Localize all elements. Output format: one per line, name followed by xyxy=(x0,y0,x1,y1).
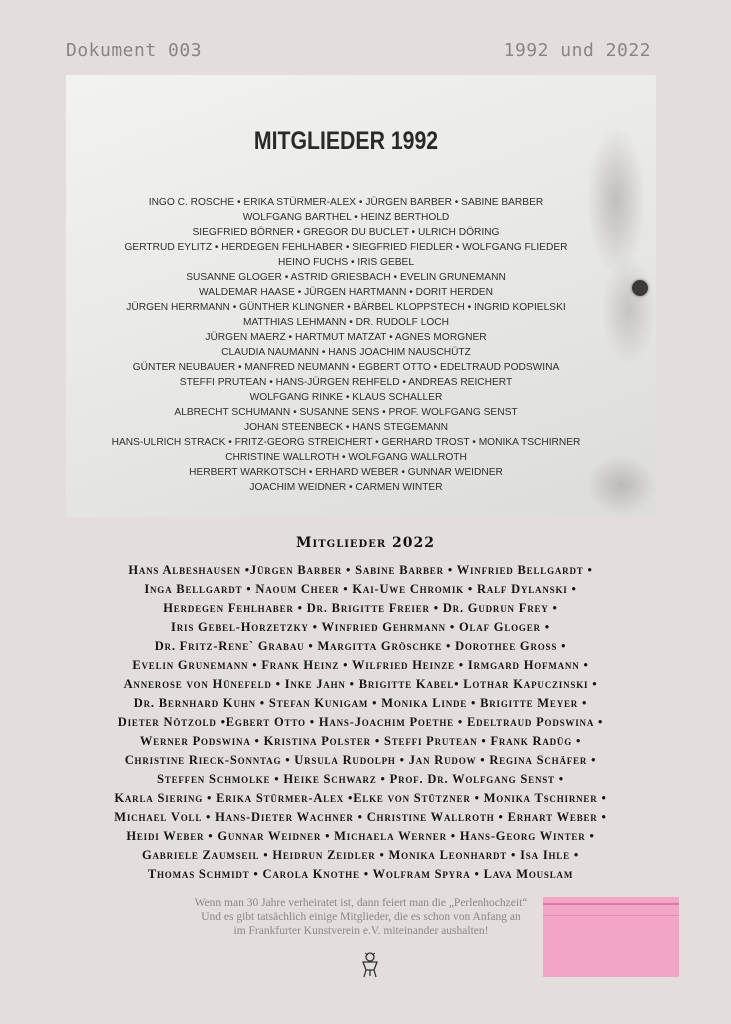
members-1992-line: SIEGFRIED BÖRNER • GREGOR DU BUCLET • ULRICH DÖRING xyxy=(192,227,500,238)
punch-hole xyxy=(632,280,648,296)
members-1992-photo xyxy=(66,75,656,517)
members-2022-line: Gabriele Zaumseil • Heidrun Zeidler • Monika Leonhardt • Isa Ihle • xyxy=(141,848,580,862)
members-2022-line: Herdegen Fehlhaber • Dr. Brigitte Freier • Dr. Gudrun Frey • xyxy=(163,601,558,615)
members-2022-line: Heidi Weber • Gunnar Weidner • Michaela Werner • Hans-Georg Winter • xyxy=(126,829,595,843)
members-1992-line: WOLFGANG BARTHEL • HEINZ BERTHOLD xyxy=(242,212,450,223)
members-1992-line: JOHAN STEENBECK • HANS STEGEMANN xyxy=(244,422,448,433)
members-1992-line: ALBRECHT SCHUMANN • SUSANNE SENS • PROF. WOLFGANG SENST xyxy=(174,407,518,418)
members-2022-line: Iris Gebel-Horzetzky • Winfried Gehrmann • Olaf Gloger • xyxy=(171,620,550,634)
members-2022-line: Michael Voll • Hans-Dieter Wachner • Christine Wallroth • Erhart Weber • xyxy=(114,810,607,824)
club-emblem-icon xyxy=(360,950,380,980)
members-1992-line: CHRISTINE WALLROTH • WOLFGANG WALLROTH xyxy=(225,452,467,463)
members-1992-line: GERTRUD EYLITZ • HERDEGEN FEHLHABER • SIEGFRIED FIEDLER • WOLFGANG FLIEDER xyxy=(124,242,568,253)
members-1992-line: HANS-ULRICH STRACK • FRITZ-GEORG STREICHERT • GERHARD TROST • MONIKA TSCHIRNER xyxy=(111,437,581,448)
footer-note-line: im Frankfurter Kunstverein e.V. miteinander aushalten! xyxy=(233,925,489,937)
members-2022-line: Dr. Fritz-Rene` Grabau • Margitta Gröschke • Dorothee Gross • xyxy=(154,639,567,653)
members-2022-title: Mitglieder 2022 xyxy=(296,535,435,551)
swatch-stripe xyxy=(543,903,679,905)
members-1992-line: JÜRGEN HERRMANN • GÜNTHER KLINGNER • BÄRBEL KLOPPSTECH • INGRID KOPIELSKI xyxy=(126,302,566,313)
footer-note xyxy=(166,896,556,938)
members-1992-list xyxy=(66,195,626,495)
members-2022-line: Annerose von Hünefeld • Inke Jahn • Brigitte Kabel• Lothar Kapuczinski • xyxy=(123,677,598,691)
members-2022-line: Dr. Bernhard Kuhn • Stefan Kunigam • Monika Linde • Brigitte Meyer • xyxy=(133,696,588,710)
document-number: Dokument 003 xyxy=(66,40,203,61)
members-1992-line: WALDEMAR HAASE • JÜRGEN HARTMANN • DORIT HERDEN xyxy=(199,287,493,298)
members-1992-line: INGO C. ROSCHE • ERIKA STÜRMER-ALEX • JÜRGEN BARBER • SABINE BARBER xyxy=(148,197,544,208)
members-2022-line: Werner Podswina • Kristina Polster • Steffi Prutean • Frank Radüg • xyxy=(139,734,582,748)
footer-note-line: Und es gibt tatsächlich einige Mitglieder, die es schon von Anfang an xyxy=(201,911,521,923)
swatch-stripe xyxy=(543,915,679,916)
members-1992-line: STEFFI PRUTEAN • HANS-JÜRGEN REHFELD • ANDREAS REICHERT xyxy=(179,377,513,388)
members-1992-line: JOACHIM WEIDNER • CARMEN WINTER xyxy=(249,482,443,493)
footer-note-line: Wenn man 30 Jahre verheiratet ist, dann feiert man die „Perlenhochzeit“ xyxy=(194,897,528,909)
members-1992-line: WOLFGANG RINKE • KLAUS SCHALLER xyxy=(249,392,443,403)
members-1992-line: MATTHIAS LEHMANN • DR. RUDOLF LOCH xyxy=(242,317,449,328)
members-2022-line: Karla Siering • Erika Stürmer-Alex •Elke von Stützner • Monika Tschirner • xyxy=(114,791,607,805)
members-2022-line: Hans Albeshausen •Jürgen Barber • Sabine Barber • Winfried Bellgardt • xyxy=(128,563,593,577)
members-2022-line: Christine Rieck-Sonntag • Ursula Rudolph • Jan Rudow • Regina Schäfer • xyxy=(124,753,597,767)
members-1992-line: HEINO FUCHS • IRIS GEBEL xyxy=(277,257,415,268)
members-2022-line: Steffen Schmolke • Heike Schwarz • Prof. Dr. Wolfgang Senst • xyxy=(157,772,564,786)
members-1992-line: SUSANNE GLOGER • ASTRID GRIESBACH • EVELIN GRUNEMANN xyxy=(186,272,506,283)
members-2022-list xyxy=(0,561,721,884)
members-1992-line: GÜNTER NEUBAUER • MANFRED NEUMANN • EGBERT OTTO • EDELTRAUD PODSWINA xyxy=(132,362,560,373)
members-1992-title: MITGLIEDER 1992 xyxy=(253,127,439,155)
members-2022-line: Evelin Grunemann • Frank Heinz • Wilfried Heinze • Irmgard Hofmann • xyxy=(132,658,589,672)
members-1992-line: JÜRGEN MAERZ • HARTMUT MATZAT • AGNES MORGNER xyxy=(205,332,487,343)
members-2022-line: Inga Bellgardt • Naoum Cheer • Kai-Uwe Chromik • Ralf Dylanski • xyxy=(144,582,577,596)
pink-paper-swatch xyxy=(543,897,679,977)
members-1992-line: HERBERT WARKOTSCH • ERHARD WEBER • GUNNAR WEIDNER xyxy=(189,467,503,478)
document-years: 1992 und 2022 xyxy=(503,40,651,61)
members-2022-line: Dieter Nötzold •Egbert Otto • Hans-Joachim Poethe • Edeltraud Podswina • xyxy=(117,715,604,729)
members-1992-line: CLAUDIA NAUMANN • HANS JOACHIM NAUSCHÜTZ xyxy=(221,347,471,358)
members-2022-line: Thomas Schmidt • Carola Knothe • Wolfram Spyra • Lava Mouslam xyxy=(147,867,574,881)
